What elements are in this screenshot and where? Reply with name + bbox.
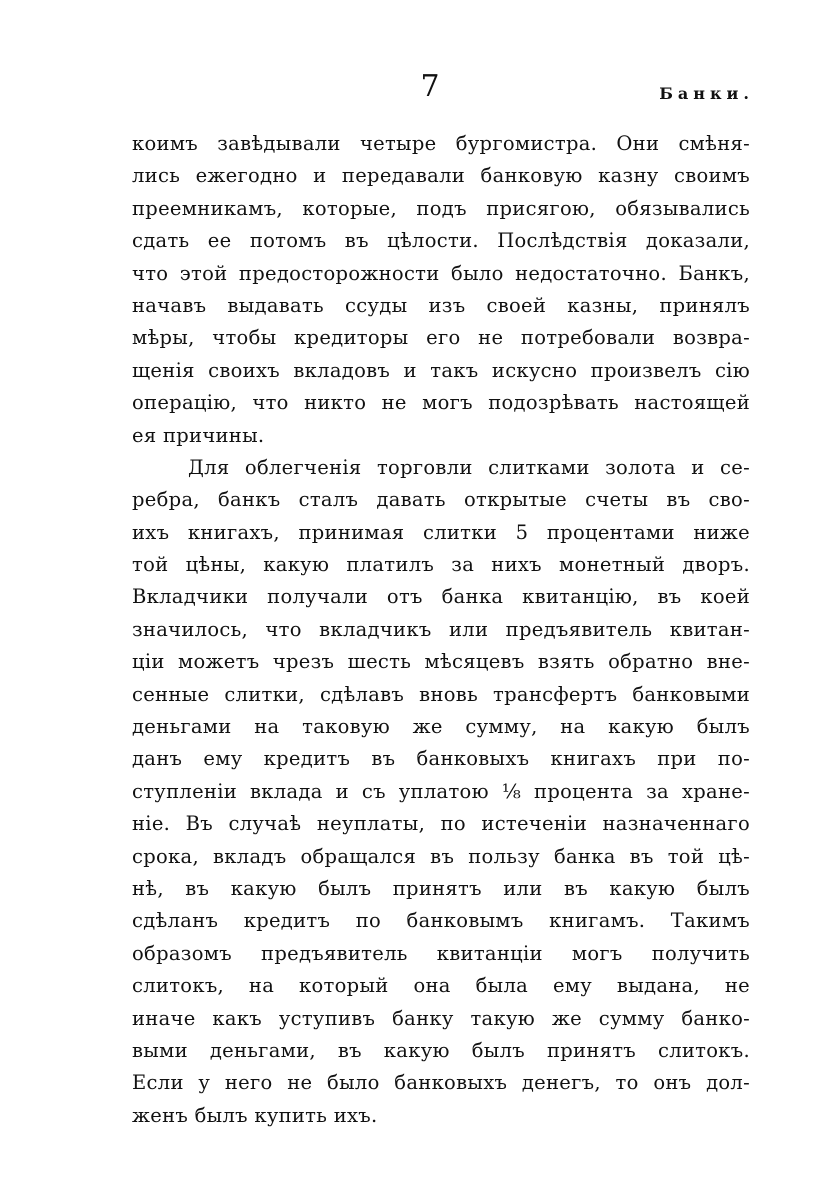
text-line: данъ ему кредитъ въ банковыхъ книгахъ при по- (132, 747, 750, 771)
text-line: нѣ, въ какую былъ принятъ или въ какую былъ (132, 876, 750, 900)
text-line: что этой предосторожности было недостаточно. Банкъ, (132, 261, 750, 285)
text-line: коимъ завѣдывали четыре бургомистра. Они смѣня- (132, 132, 750, 155)
text-line: ніе. Въ случаѣ неуплаты, по истеченіи назначеннаго (132, 812, 750, 836)
text-line: Если у него не было банковыхъ денегъ, то онъ дол- (132, 1071, 750, 1095)
text-line: операцію, что никто не могъ подозрѣвать настоящей (132, 391, 750, 415)
text-line: сдать ее потомъ въ цѣлости. Послѣдствія доказали, (132, 229, 750, 253)
paragraph-2 (132, 452, 750, 1132)
text-line: начавъ выдавать ссуды изъ своей казны, принялъ (132, 293, 750, 317)
text-line: ступленіи вклада и съ уплатою ⅛ процента за хране- (132, 779, 750, 803)
paragraph-1 (132, 128, 750, 452)
text-line: ціи можетъ чрезъ шесть мѣсяцевъ взять обратно вне- (132, 650, 750, 674)
text-line: той цѣны, какую платилъ за нихъ монетный дворъ. (132, 553, 750, 577)
running-head: Банки. (659, 84, 754, 103)
text-line: лись ежегодно и передавали банковую казну своимъ (132, 164, 750, 188)
text-line: деньгами на таковую же сумму, на какую былъ (132, 715, 750, 739)
text-line: слитокъ, на который она была ему выдана, не (132, 974, 750, 998)
text-line: сдѣланъ кредитъ по банковымъ книгамъ. Такимъ (132, 909, 750, 933)
text-line: преемникамъ, которые, подъ присягою, обязывались (132, 196, 750, 220)
text-line: ихъ книгахъ, принимая слитки 5 процентами ниже (132, 520, 750, 544)
text-line: срока, вкладъ обращался въ пользу банка въ той цѣ- (132, 844, 750, 868)
text-line: женъ былъ купить ихъ. (132, 1103, 378, 1127)
text-line: выми деньгами, въ какую былъ принятъ слитокъ. (132, 1038, 750, 1062)
text-line: Для облегченія торговли слитками золота и се- (188, 455, 750, 479)
text-line: иначе какъ уступивъ банку такую же сумму банко- (132, 1006, 750, 1030)
text-line: образомъ предъявитель квитанціи могъ получить (132, 941, 750, 965)
text-line: значилось, что вкладчикъ или предъявитель квитан- (132, 617, 750, 641)
text-line: ребра, банкъ сталъ давать открытые счеты въ сво- (132, 488, 750, 512)
text-line: Вкладчики получали отъ банка квитанцію, въ коей (132, 585, 750, 609)
body-text (132, 128, 750, 1132)
text-line: ея причины. (132, 423, 265, 447)
text-line: сенные слитки, сдѣлавъ вновь трансфертъ банковыми (132, 682, 750, 706)
text-line: мѣры, чтобы кредиторы его не потребовали возвра- (132, 326, 750, 350)
text-line: щенія своихъ вкладовъ и такъ искусно произвелъ сію (132, 358, 750, 382)
page-number: 7 (420, 69, 440, 104)
